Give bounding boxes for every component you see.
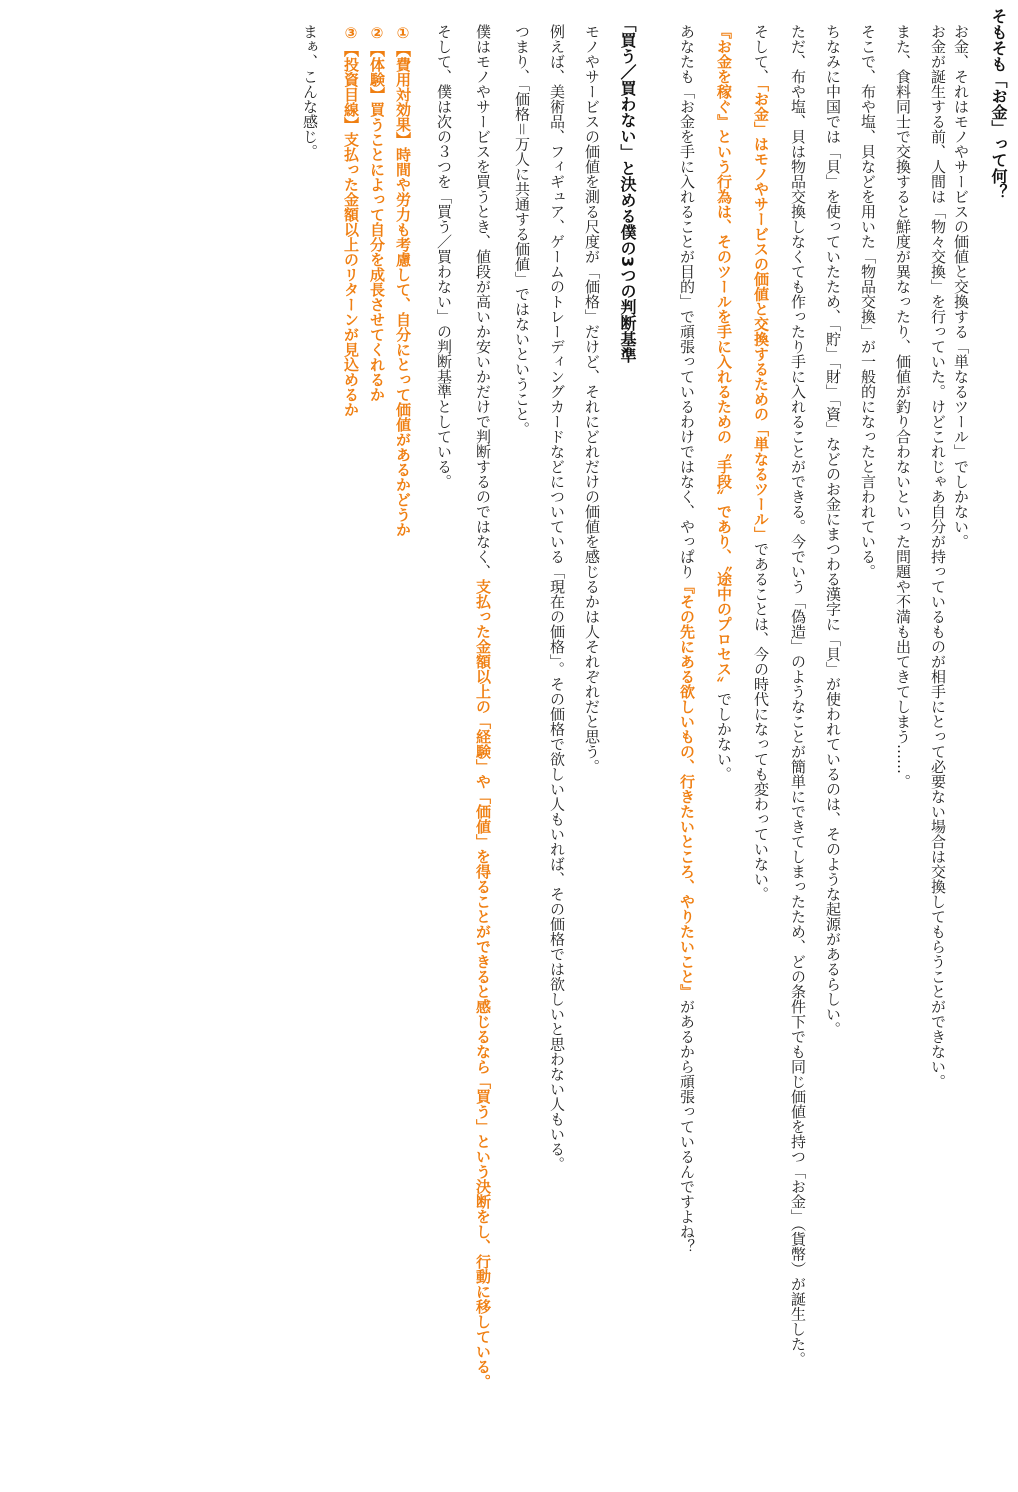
paragraph-china-shell: ちなみに中国では「貝」を使っていたため、「貯」「財」「資」などのお金にまつわる漢字に「貝」が使われているのは、そのような起源があるらしい。 — [824, 24, 842, 1037]
paragraph-buying-decision — [475, 24, 490, 1492]
text-plain: があるから頑張っているんですよね？ — [678, 999, 696, 1254]
paragraph-purpose — [679, 24, 694, 1492]
paragraph-criteria-intro: そして、僕は次の３つを「買う／買わない」の判断基準としている。 — [435, 24, 453, 489]
paragraph-price-scale: モノやサービスの価値を測る尺度が「価格」だけど、それにどれだけの価値を感じるかは人それぞれだと思う。 — [583, 24, 601, 774]
heading-what-is-money: そもそも「お金」って何？ — [989, 8, 1008, 200]
paragraph-money-unchanged — [753, 24, 768, 1492]
text-plain: であることは、今の時代になっても変わっていない。 — [752, 541, 770, 902]
paragraph-counterfeit: ただ、布や塩、貝は物品交換しなくても作ったり手に入れることができる。今でいう「偽造」のようなことが簡単にできてしまったため、どの条件下でも同じ価値を持つ「お金」（貨幣）が誕生した。 — [789, 24, 807, 1367]
paragraph-goods-exchange: そこで、布や塩、貝などを用いた「物品交換」が一般的になったと言われている。 — [859, 24, 877, 579]
criterion-investment: ③【投資目線】支払った金額以上のリターンが見込めるか — [342, 24, 360, 417]
text-plain: でしかない。 — [715, 691, 733, 782]
text-plain: そして、 — [752, 24, 770, 84]
highlight-text: 支払った金額以上の「経験」や「価値」を得ることができると感じるなら「買う」という決断をし、行動に移している。 — [474, 579, 492, 1389]
text-plain: あなたも「お金を手に入れることが目的」で頑張っているわけではなく、やっぱり — [678, 24, 696, 579]
text-plain: 僕はモノやサービスを買うとき、値段が高いか安いかだけで判断するのではなく、 — [474, 24, 492, 579]
paragraph-money-tool: お金、それはモノやサービスの価値と交換する「単なるツール」でしかない。 — [952, 24, 970, 549]
paragraph-example-price: 例えば、美術品、フィギュア、ゲームのトレーディングカードなどについている「現在の価格」。その価格で欲しい人もいれば、その価格では欲しいと思わない人もいる。 — [548, 24, 566, 1172]
paragraph-freshness: また、食料同士で交換すると鮮度が異なったり、価値が釣り合わないといった問題や不満も出てきてしまう……。 — [894, 24, 912, 789]
paragraph-barter: お金が誕生する前、人間は「物々交換」を行っていた。けどこれじゃあ自分が持っているものが相手にとって必要ない場合は交換してもらうことができない。 — [929, 24, 947, 1089]
paragraph-closing: まぁ、こんな感じ。 — [301, 24, 319, 159]
paragraph-earning-means — [716, 24, 731, 1492]
highlight-text: 「お金」はモノやサービスの価値と交換するための「単なるツール」 — [752, 84, 770, 542]
criterion-cost-effectiveness: ①【費用対効果】時間や労力も考慮して、自分にとって価値があるかどうか — [394, 24, 412, 537]
highlight-text: 『お金を稼ぐ』という行為は、そのツールを手に入れるための〝手段〟であり、〝途中のプロセス〟 — [715, 24, 733, 692]
criterion-experience: ②【体験】買うことによって自分を成長させてくれるか — [368, 24, 386, 402]
paragraph-price-not-value: つまり、「価格＝万人に共通する価値」ではないということ。 — [513, 24, 531, 437]
heading-three-criteria: 「買う／買わない」と決める僕の3つの判断基準 — [618, 16, 637, 364]
highlight-text: 『その先にある欲しいもの、行きたいところ、やりたいこと』 — [678, 579, 696, 999]
